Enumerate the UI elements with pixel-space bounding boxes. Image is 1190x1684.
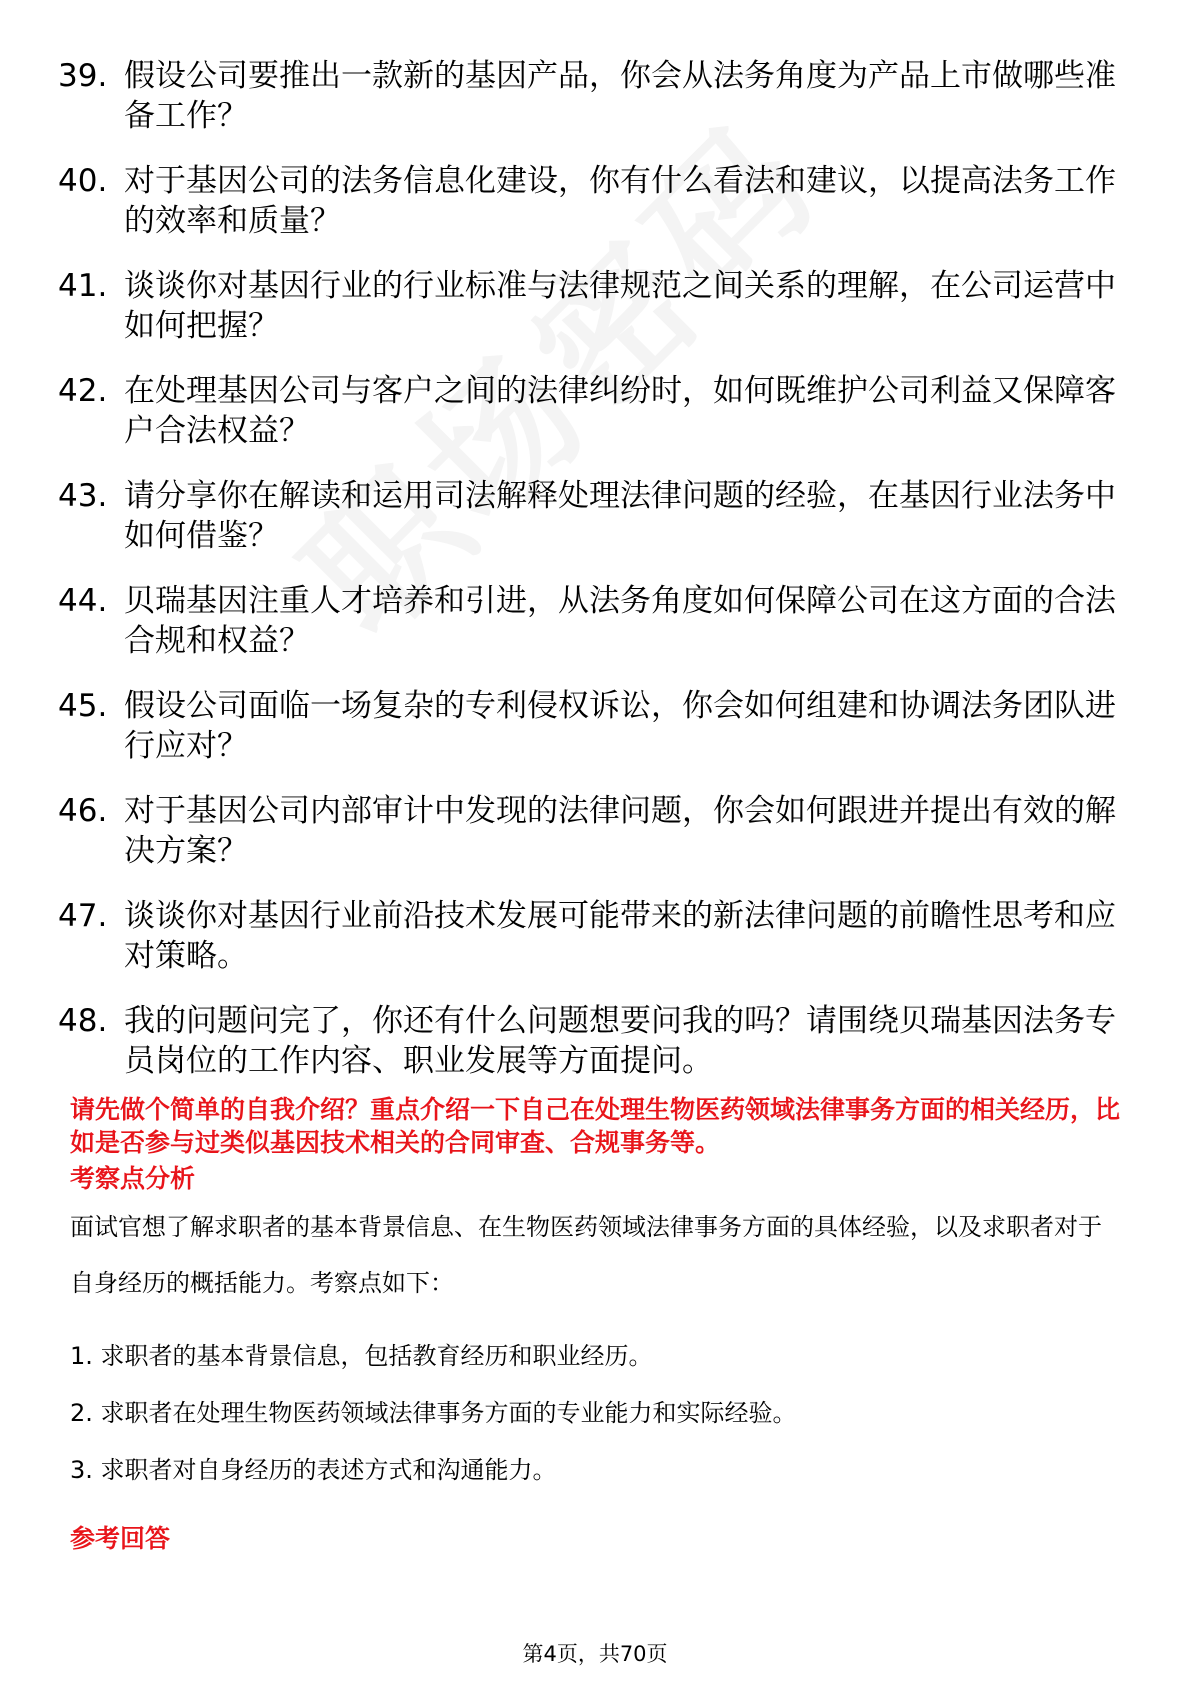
question-number: 45. — [58, 688, 108, 724]
question-text: 我的问题问完了，你还有什么问题想要问我的吗？请围绕贝瑞基因法务专员岗位的工作内容、职业发展等方面提问。 — [124, 1003, 1116, 1079]
question-list — [58, 56, 1118, 1106]
question-text: 假设公司面临一场复杂的专利侵权诉讼，你会如何组建和协调法务团队进行应对？ — [124, 688, 1116, 764]
question-item — [58, 476, 1118, 556]
question-item — [58, 581, 1118, 661]
question-item — [58, 1001, 1118, 1081]
question-number: 42. — [58, 373, 108, 409]
question-text: 贝瑞基因注重人才培养和引进，从法务角度如何保障公司在这方面的合法合规和权益？ — [124, 583, 1116, 659]
question-item — [58, 266, 1118, 346]
question-item — [58, 791, 1118, 871]
question-number: 43. — [58, 478, 108, 514]
analysis-point: 2. 求职者在处理生物医药领域法律事务方面的专业能力和实际经验。 — [70, 1399, 797, 1427]
question-number: 44. — [58, 583, 108, 619]
analysis-points — [70, 1340, 1120, 1511]
page-footer: 第4页，共70页 — [522, 1642, 668, 1666]
question-text: 对于基因公司内部审计中发现的法律问题，你会如何跟进并提出有效的解决方案？ — [124, 793, 1116, 869]
question-text: 在处理基因公司与客户之间的法律纠纷时，如何既维护公司利益又保障客户合法权益？ — [124, 373, 1116, 449]
question-text: 谈谈你对基因行业的行业标准与法律规范之间关系的理解，在公司运营中如何把握？ — [124, 268, 1116, 344]
question-item — [58, 56, 1118, 136]
question-number: 41. — [58, 268, 108, 304]
question-text: 假设公司要推出一款新的基因产品，你会从法务角度为产品上市做哪些准备工作？ — [124, 58, 1116, 134]
question-text: 请分享你在解读和运用司法解释处理法律问题的经验，在基因行业法务中如何借鉴？ — [124, 478, 1116, 554]
highlight-question: 请先做个简单的自我介绍？重点介绍一下自己在处理生物医药领域法律事务方面的相关经历，比如是否参与过类似基因技术相关的合同审查、合规事务等。 — [70, 1095, 1121, 1157]
question-number: 46. — [58, 793, 108, 829]
question-text: 对于基因公司的法务信息化建设，你有什么看法和建议，以提高法务工作的效率和质量？ — [124, 163, 1116, 239]
question-number: 47. — [58, 898, 108, 934]
answer-heading: 参考回答 — [70, 1524, 171, 1553]
analysis-point: 3. 求职者对自身经历的表述方式和沟通能力。 — [70, 1456, 557, 1484]
question-number: 40. — [58, 163, 108, 199]
question-item — [58, 896, 1118, 976]
analysis-point: 1. 求职者的基本背景信息，包括教育经历和职业经历。 — [70, 1342, 653, 1370]
question-item — [58, 686, 1118, 766]
question-number: 48. — [58, 1003, 108, 1039]
analysis-heading: 考察点分析 — [70, 1164, 196, 1193]
question-text: 谈谈你对基因行业前沿技术发展可能带来的新法律问题的前瞻性思考和应对策略。 — [124, 898, 1116, 974]
analysis-intro: 面试官想了解求职者的基本背景信息、在生物医药领域法律事务方面的具体经验，以及求职者对于自身经历的概括能力。考察点如下： — [70, 1213, 1102, 1297]
question-number: 39. — [58, 58, 108, 94]
question-item — [58, 371, 1118, 451]
question-item — [58, 161, 1118, 241]
